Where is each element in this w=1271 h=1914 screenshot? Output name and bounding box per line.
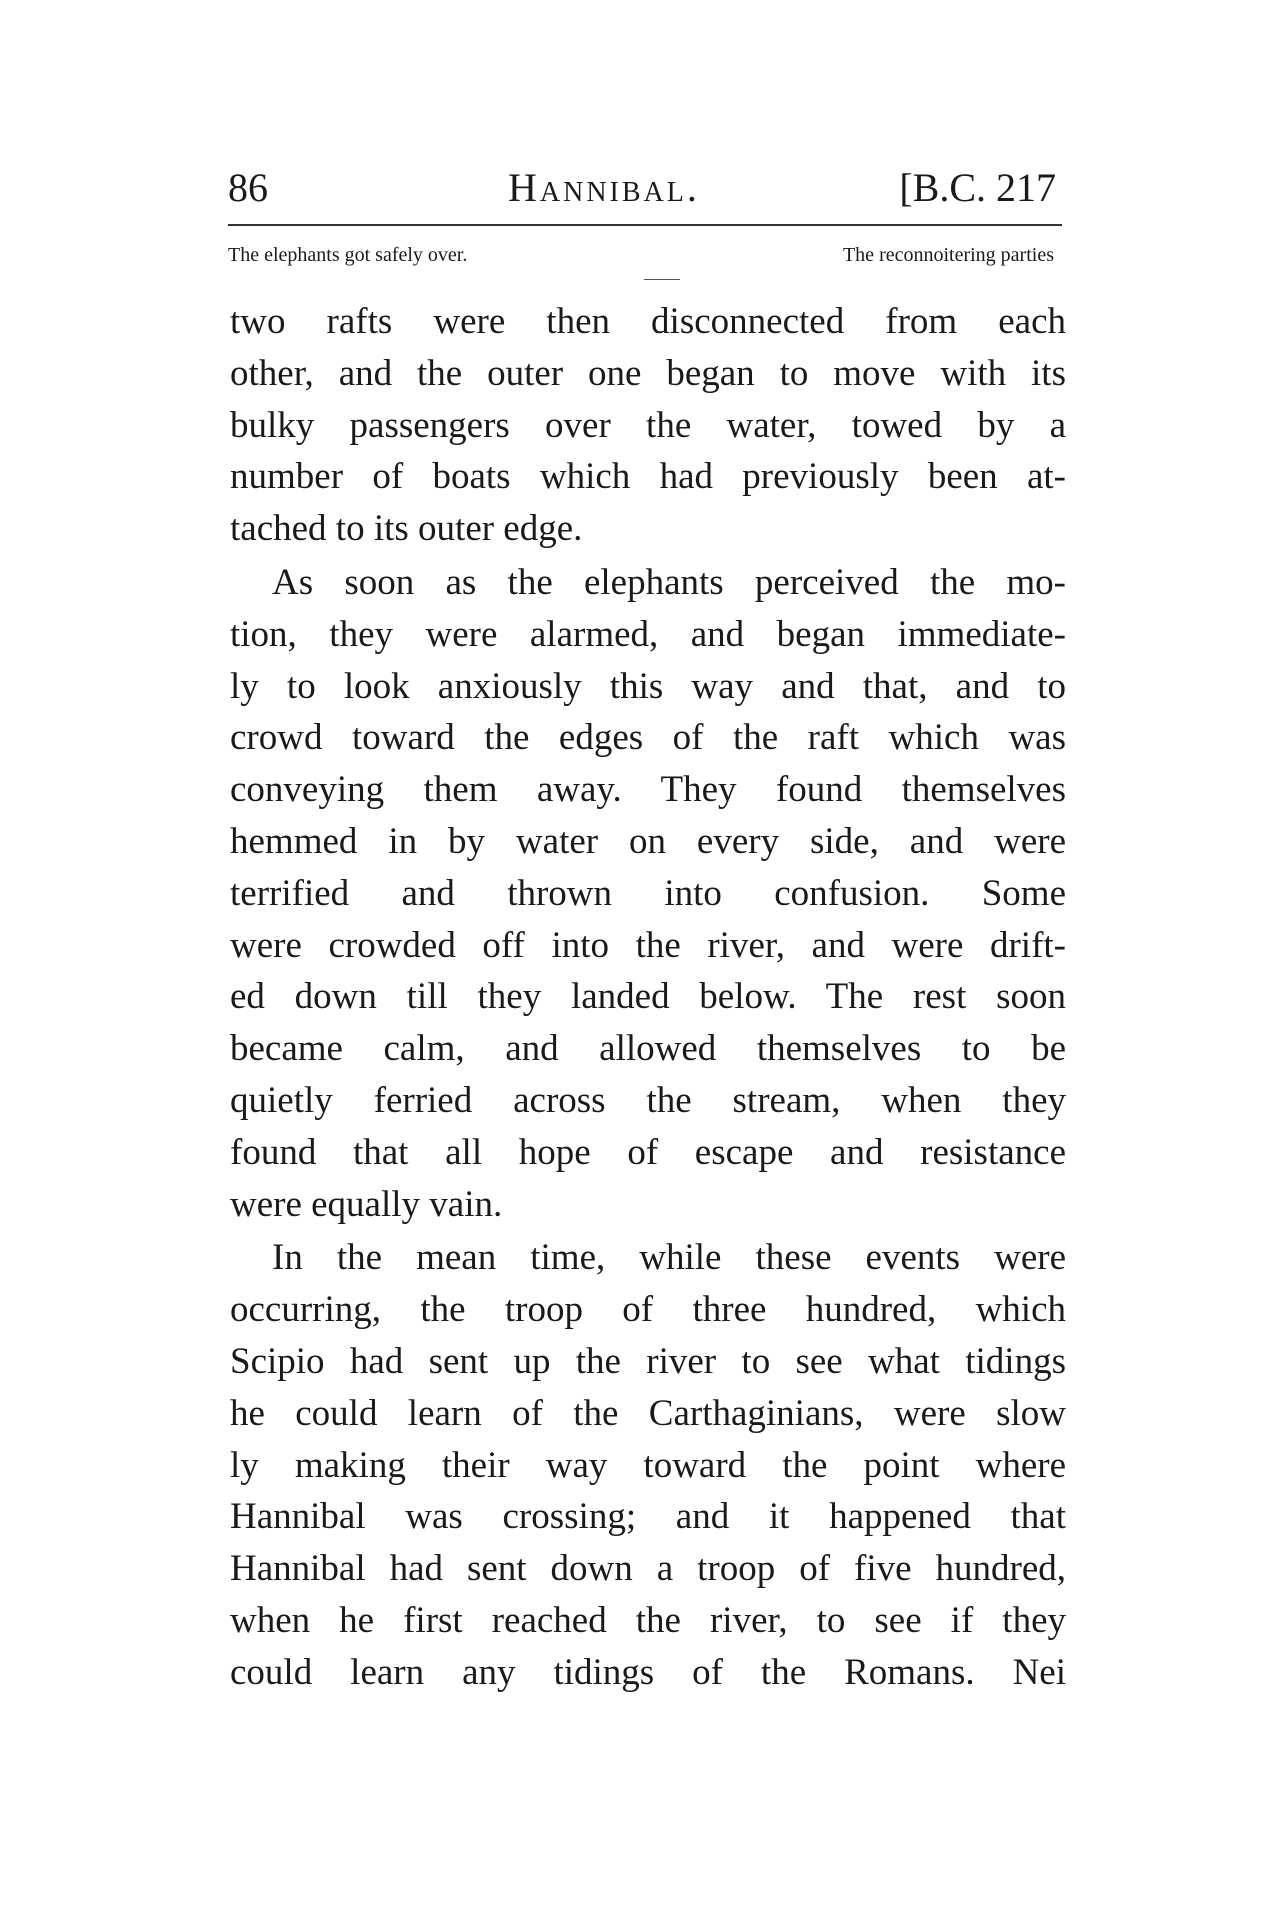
text-line: he could learn of the Carthaginians, were slow [230, 1392, 1066, 1434]
marginal-notes [228, 240, 1062, 270]
text-line: occurring, the troop of three hundred, which [230, 1289, 1066, 1331]
text-line: ed down till they landed below. The rest soon [230, 976, 1066, 1018]
text-line: when he first reached the river, to see if they [230, 1599, 1066, 1641]
text-line: hemmed in by water on every side, and were [230, 820, 1066, 862]
text-line: As soon as the elephants perceived the mo- [272, 561, 1066, 603]
text-line: bulky passengers over the water, towed by a [230, 404, 1066, 446]
text-line: tached to its outer edge. [230, 508, 583, 550]
text-line: two rafts were then disconnected from each [230, 301, 1066, 342]
text-line: found that all hope of escape and resistance [230, 1131, 1066, 1173]
book-title: Hannibal. [508, 165, 700, 210]
text-line: Scipio had sent up the river to see what tidings [230, 1340, 1066, 1382]
short-rule [644, 279, 680, 280]
text-line: were equally vain. [230, 1183, 503, 1225]
text-line: ly making their way toward the point where [230, 1444, 1066, 1486]
text-line: conveying them away. They found themselves [230, 769, 1066, 811]
text-line: ly to look anxiously this way and that, and to [230, 665, 1066, 707]
text-line: were crowded off into the river, and were drift- [230, 924, 1066, 966]
marginal-note-left: The elephants got safely over. [228, 244, 468, 266]
text-line: became calm, and allowed themselves to be [230, 1028, 1066, 1070]
text-line: Hannibal had sent down a troop of five hundred, [230, 1548, 1066, 1590]
header-rule [228, 224, 1062, 226]
text-line: could learn any tidings of the Romans. Nei [230, 1651, 1066, 1693]
text-line: tion, they were alarmed, and began immediate- [230, 613, 1066, 655]
text-line: terrified and thrown into confusion. Some [230, 872, 1066, 914]
text-line: number of boats which had previously been at- [230, 456, 1066, 498]
page-number: 86 [228, 165, 268, 210]
text-line: In the mean time, while these events were [272, 1237, 1066, 1279]
date-reference: [B.C. 217 [899, 165, 1056, 210]
body-text [230, 296, 1066, 1699]
marginal-note-right: The reconnoitering parties [842, 244, 1054, 266]
text-line: other, and the outer one began to move with its [230, 352, 1066, 394]
text-line: crowd toward the edges of the raft which was [230, 717, 1066, 759]
text-line: quietly ferried across the stream, when they [230, 1079, 1066, 1121]
running-head [228, 163, 1062, 213]
text-line: Hannibal was crossing; and it happened that [230, 1496, 1066, 1538]
